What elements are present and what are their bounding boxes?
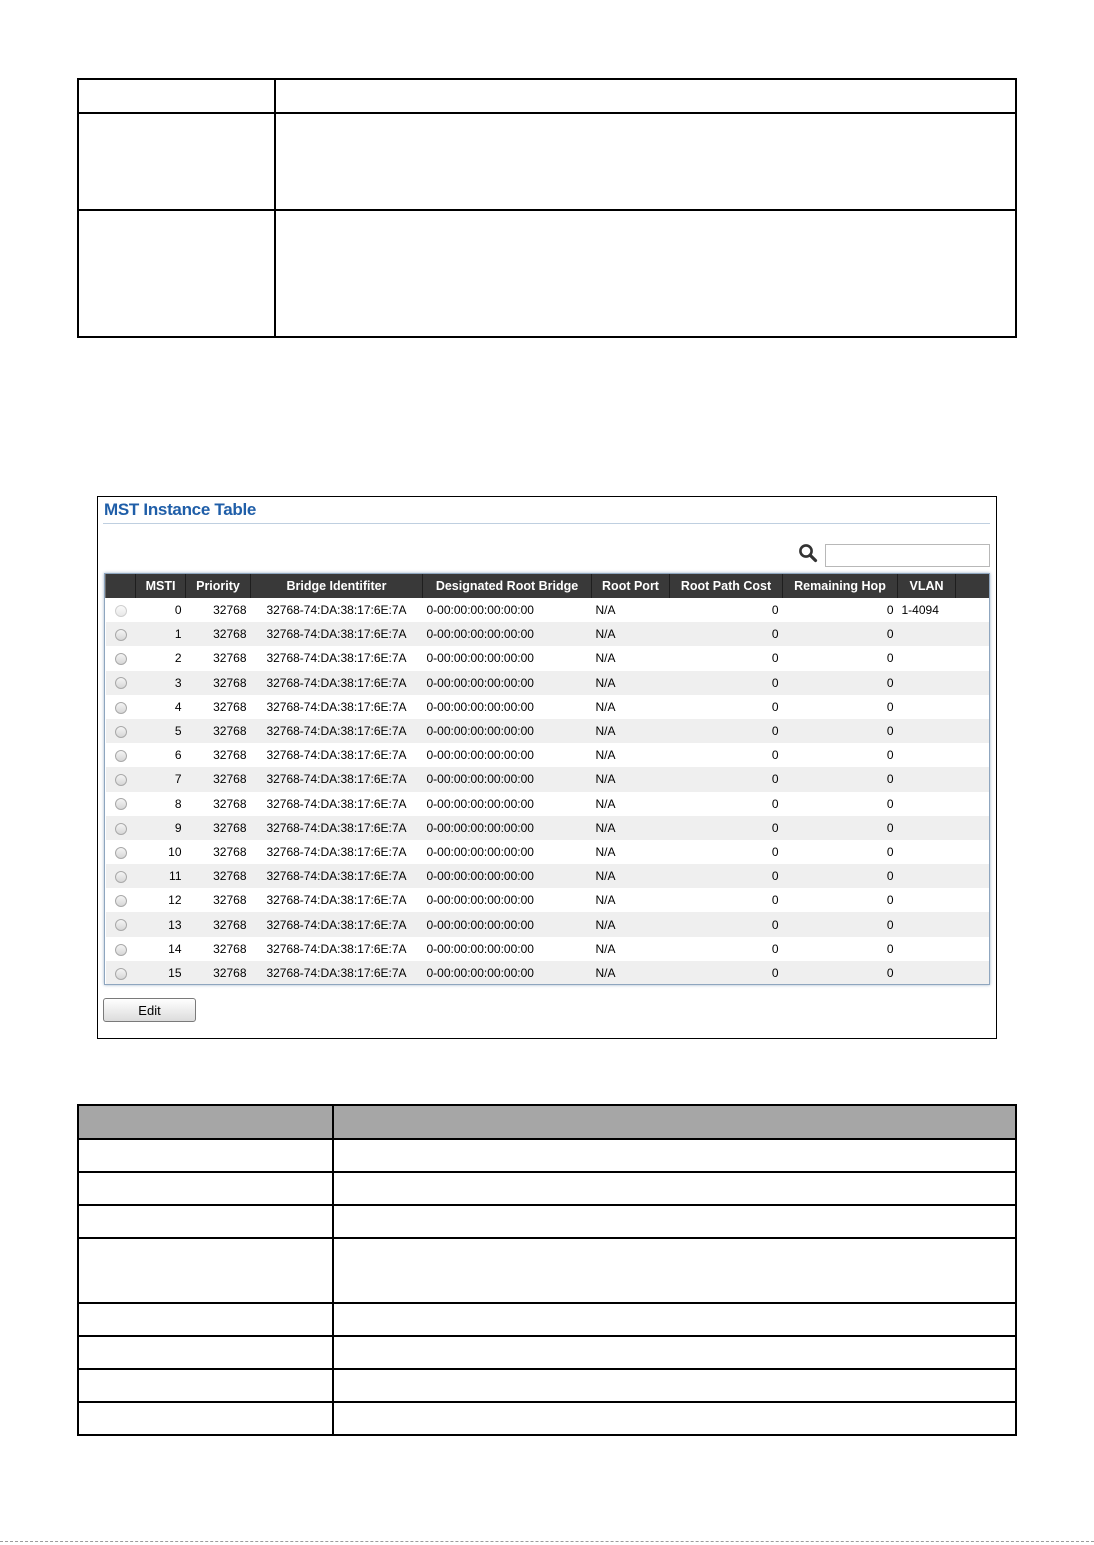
designated-root-bridge-cell: 0-00:00:00:00:00:00 [423, 719, 592, 743]
bridge-identifier-cell: 32768-74:DA:38:17:6E:7A [266, 699, 407, 714]
row-select-cell [106, 767, 136, 791]
bridge-identifier-cell: 32768-74:DA:38:17:6E:7A [251, 671, 423, 695]
msti-cell: 7 [136, 767, 186, 791]
root-port-cell: N/A [595, 603, 616, 618]
remaining-hop-cell: 0 [886, 748, 894, 763]
doc-cell [333, 1139, 1016, 1172]
designated-root-bridge-cell: 0-00:00:00:00:00:00 [426, 748, 534, 763]
row-select-radio[interactable] [115, 702, 127, 714]
edit-button[interactable]: Edit [103, 998, 196, 1022]
designated-root-bridge-cell: 0-00:00:00:00:00:00 [423, 767, 592, 791]
designated-root-bridge-cell: 0-00:00:00:00:00:00 [426, 603, 534, 618]
doc-cell [333, 1172, 1016, 1205]
filler-cell [956, 622, 991, 646]
row-select-radio[interactable] [115, 726, 127, 738]
title-divider [103, 523, 990, 524]
remaining-hop-cell: 0 [886, 603, 894, 618]
doc-table-top [77, 78, 1017, 338]
priority-cell: 32768 [186, 864, 251, 888]
filler-cell [956, 840, 991, 864]
remaining-hop-cell: 0 [783, 622, 898, 646]
row-select-radio[interactable] [115, 871, 127, 883]
row-select-radio[interactable] [115, 677, 127, 689]
msti-cell: 11 [136, 864, 186, 888]
remaining-hop-cell: 0 [783, 719, 898, 743]
doc-cell [333, 1303, 1016, 1336]
bridge-identifier-cell: 32768-74:DA:38:17:6E:7A [251, 767, 423, 791]
filler-cell [956, 743, 991, 767]
bridge-identifier-cell: 32768-74:DA:38:17:6E:7A [266, 941, 407, 956]
root-path-cost-cell: 0 [670, 622, 783, 646]
table-row[interactable] [106, 598, 991, 622]
row-select-cell [106, 816, 136, 840]
filler-cell [956, 816, 991, 840]
remaining-hop-cell: 0 [886, 699, 894, 714]
table-row[interactable] [106, 792, 991, 816]
mst-instance-table [105, 574, 990, 985]
doc-cell [275, 113, 1016, 210]
bridge-identifier-cell: 32768-74:DA:38:17:6E:7A [251, 912, 423, 936]
designated-root-bridge-cell: 0-00:00:00:00:00:00 [423, 816, 592, 840]
msti-cell: 14 [168, 941, 182, 956]
column-header-filler [956, 574, 991, 598]
table-row[interactable] [106, 622, 991, 646]
remaining-hop-cell: 0 [886, 844, 894, 859]
vlan-cell: 1-4094 [901, 603, 939, 618]
root-port-cell: N/A [592, 912, 670, 936]
bridge-identifier-cell: 32768-74:DA:38:17:6E:7A [266, 651, 407, 666]
bridge-identifier-cell: 32768-74:DA:38:17:6E:7A [266, 748, 407, 763]
priority-cell: 32768 [186, 671, 251, 695]
doc-cell [78, 1139, 333, 1172]
root-port-cell: N/A [595, 893, 616, 908]
msti-cell: 9 [136, 816, 186, 840]
designated-root-bridge-cell: 0-00:00:00:00:00:00 [423, 671, 592, 695]
row-select-radio[interactable] [115, 823, 127, 835]
row-select-radio[interactable] [115, 968, 127, 980]
table-row[interactable] [106, 937, 991, 961]
doc-cell [333, 1238, 1016, 1303]
vlan-cell [898, 671, 956, 695]
doc-header-cell [78, 1105, 333, 1139]
column-header-select [106, 574, 136, 598]
vlan-cell [898, 937, 956, 961]
root-path-cost-cell: 0 [771, 651, 779, 666]
priority-cell: 32768 [213, 651, 247, 666]
root-path-cost-cell: 0 [771, 603, 779, 618]
table-row[interactable] [106, 840, 991, 864]
msti-cell: 5 [136, 719, 186, 743]
root-port-cell: N/A [592, 961, 670, 985]
row-select-cell [106, 695, 136, 719]
msti-cell: 6 [174, 748, 182, 763]
row-select-radio[interactable] [115, 750, 127, 762]
filler-cell [956, 671, 991, 695]
page-footer-rule [0, 1541, 1094, 1542]
root-path-cost-cell: 0 [670, 767, 783, 791]
root-path-cost-cell: 0 [771, 844, 779, 859]
root-path-cost-cell: 0 [670, 671, 783, 695]
priority-cell: 32768 [213, 844, 247, 859]
row-select-cell [106, 598, 136, 622]
column-header-remaining-hop[interactable]: Remaining Hop [783, 574, 898, 598]
root-path-cost-cell: 0 [670, 719, 783, 743]
designated-root-bridge-cell: 0-00:00:00:00:00:00 [426, 941, 534, 956]
priority-cell: 32768 [186, 912, 251, 936]
bridge-identifier-cell: 32768-74:DA:38:17:6E:7A [251, 816, 423, 840]
filler-cell [956, 792, 991, 816]
doc-cell [78, 210, 275, 337]
remaining-hop-cell: 0 [783, 816, 898, 840]
row-select-radio[interactable] [115, 629, 127, 641]
designated-root-bridge-cell: 0-00:00:00:00:00:00 [423, 912, 592, 936]
column-header-priority[interactable]: Priority [186, 574, 251, 598]
doc-cell [333, 1369, 1016, 1402]
priority-cell: 32768 [213, 893, 247, 908]
panel-title: MST Instance Table [104, 500, 257, 519]
root-path-cost-cell: 0 [771, 748, 779, 763]
filler-cell [956, 937, 991, 961]
priority-cell: 32768 [186, 816, 251, 840]
row-select-radio[interactable] [115, 944, 127, 956]
filler-cell [956, 598, 991, 622]
bridge-identifier-cell: 32768-74:DA:38:17:6E:7A [251, 719, 423, 743]
priority-cell: 32768 [213, 796, 247, 811]
filler-cell [956, 864, 991, 888]
table-row[interactable] [106, 767, 991, 791]
doc-cell [78, 1172, 333, 1205]
vlan-cell [898, 840, 956, 864]
root-port-cell: N/A [592, 671, 670, 695]
doc-cell [78, 1402, 333, 1435]
filler-cell [956, 695, 991, 719]
table-row[interactable] [106, 888, 991, 912]
vlan-cell [898, 912, 956, 936]
root-port-cell: N/A [592, 719, 670, 743]
row-select-radio [115, 605, 127, 617]
remaining-hop-cell: 0 [783, 864, 898, 888]
table-row[interactable] [106, 912, 991, 936]
msti-cell: 1 [136, 622, 186, 646]
doc-cell [78, 1303, 333, 1336]
bridge-identifier-cell: 32768-74:DA:38:17:6E:7A [251, 864, 423, 888]
priority-cell: 32768 [186, 622, 251, 646]
root-port-cell: N/A [595, 651, 616, 666]
msti-cell: 4 [174, 699, 182, 714]
vlan-cell [898, 646, 956, 670]
root-path-cost-cell: 0 [670, 816, 783, 840]
root-port-cell: N/A [592, 816, 670, 840]
priority-cell: 32768 [213, 748, 247, 763]
table-row[interactable] [106, 671, 991, 695]
designated-root-bridge-cell: 0-00:00:00:00:00:00 [423, 864, 592, 888]
vlan-cell [898, 816, 956, 840]
vlan-cell [898, 695, 956, 719]
vlan-cell [898, 961, 956, 985]
filler-cell [956, 961, 991, 985]
priority-cell: 32768 [186, 767, 251, 791]
designated-root-bridge-cell: 0-00:00:00:00:00:00 [426, 699, 534, 714]
designated-root-bridge-cell: 0-00:00:00:00:00:00 [423, 622, 592, 646]
remaining-hop-cell: 0 [783, 767, 898, 791]
root-path-cost-cell: 0 [771, 796, 779, 811]
doc-cell [333, 1205, 1016, 1238]
msti-cell: 12 [168, 893, 182, 908]
priority-cell: 32768 [213, 699, 247, 714]
row-select-cell [106, 719, 136, 743]
remaining-hop-cell: 0 [783, 961, 898, 985]
vlan-cell [898, 622, 956, 646]
msti-cell: 3 [136, 671, 186, 695]
msti-cell: 10 [168, 844, 182, 859]
root-path-cost-cell: 0 [670, 864, 783, 888]
remaining-hop-cell: 0 [886, 893, 894, 908]
filler-cell [956, 888, 991, 912]
mst-instance-grid [104, 573, 990, 985]
root-path-cost-cell: 0 [670, 912, 783, 936]
vlan-cell [898, 743, 956, 767]
row-select-radio[interactable] [115, 653, 127, 665]
table-row[interactable] [106, 646, 991, 670]
vlan-cell [898, 719, 956, 743]
priority-cell: 32768 [186, 719, 251, 743]
root-port-cell: N/A [595, 699, 616, 714]
remaining-hop-cell: 0 [886, 796, 894, 811]
row-select-radio[interactable] [115, 919, 127, 931]
doc-table-bottom [77, 1104, 1017, 1436]
row-select-cell [106, 961, 136, 985]
priority-cell: 32768 [186, 961, 251, 985]
bridge-identifier-cell: 32768-74:DA:38:17:6E:7A [266, 603, 407, 618]
filler-cell [956, 912, 991, 936]
doc-cell [78, 1205, 333, 1238]
bridge-identifier-cell: 32768-74:DA:38:17:6E:7A [266, 844, 407, 859]
column-header-vlan[interactable]: VLAN [898, 574, 956, 598]
filler-cell [956, 767, 991, 791]
root-port-cell: N/A [595, 844, 616, 859]
doc-cell [78, 79, 275, 113]
designated-root-bridge-cell: 0-00:00:00:00:00:00 [423, 961, 592, 985]
row-select-cell [106, 912, 136, 936]
msti-cell: 0 [174, 603, 182, 618]
search-icon[interactable] [798, 543, 818, 563]
root-port-cell: N/A [592, 864, 670, 888]
table-row[interactable] [106, 816, 991, 840]
vlan-cell [898, 792, 956, 816]
bridge-identifier-cell: 32768-74:DA:38:17:6E:7A [251, 961, 423, 985]
doc-cell [78, 113, 275, 210]
table-row[interactable] [106, 864, 991, 888]
root-port-cell: N/A [592, 767, 670, 791]
designated-root-bridge-cell: 0-00:00:00:00:00:00 [426, 844, 534, 859]
doc-cell [78, 1238, 333, 1303]
column-header-bridge-identifier[interactable]: Bridge Identifiter [251, 574, 423, 598]
priority-cell: 32768 [213, 603, 247, 618]
row-select-radio[interactable] [115, 798, 127, 810]
doc-cell [275, 210, 1016, 337]
priority-cell: 32768 [213, 941, 247, 956]
column-header-designated-root-bridge[interactable]: Designated Root Bridge [423, 574, 592, 598]
search-input[interactable] [825, 544, 990, 567]
doc-cell [275, 79, 1016, 113]
root-port-cell: N/A [595, 941, 616, 956]
row-select-cell [106, 671, 136, 695]
row-select-radio[interactable] [115, 847, 127, 859]
bridge-identifier-cell: 32768-74:DA:38:17:6E:7A [266, 796, 407, 811]
row-select-radio[interactable] [115, 895, 127, 907]
filler-cell [956, 719, 991, 743]
msti-cell: 13 [136, 912, 186, 936]
root-port-cell: N/A [595, 748, 616, 763]
remaining-hop-cell: 0 [783, 671, 898, 695]
mst-instance-panel [97, 496, 997, 1039]
doc-header-cell [333, 1105, 1016, 1139]
doc-cell [78, 1369, 333, 1402]
row-select-cell [106, 622, 136, 646]
table-header-row [106, 574, 991, 598]
doc-cell [333, 1336, 1016, 1369]
root-path-cost-cell: 0 [771, 699, 779, 714]
table-row[interactable] [106, 961, 991, 985]
remaining-hop-cell: 0 [886, 651, 894, 666]
row-select-cell [106, 646, 136, 670]
column-header-root-path-cost[interactable]: Root Path Cost [670, 574, 783, 598]
designated-root-bridge-cell: 0-00:00:00:00:00:00 [426, 651, 534, 666]
row-select-radio[interactable] [115, 774, 127, 786]
designated-root-bridge-cell: 0-00:00:00:00:00:00 [426, 893, 534, 908]
doc-cell [78, 1336, 333, 1369]
bridge-identifier-cell: 32768-74:DA:38:17:6E:7A [251, 622, 423, 646]
vlan-cell [898, 767, 956, 791]
root-path-cost-cell: 0 [771, 893, 779, 908]
column-header-root-port[interactable]: Root Port [592, 574, 670, 598]
remaining-hop-cell: 0 [886, 941, 894, 956]
table-row[interactable] [106, 743, 991, 767]
row-select-cell [106, 743, 136, 767]
designated-root-bridge-cell: 0-00:00:00:00:00:00 [426, 796, 534, 811]
root-path-cost-cell: 0 [771, 941, 779, 956]
doc-cell [333, 1402, 1016, 1435]
row-select-cell [106, 888, 136, 912]
row-select-cell [106, 937, 136, 961]
root-port-cell: N/A [592, 622, 670, 646]
column-header-msti[interactable]: MSTI [136, 574, 186, 598]
table-row[interactable] [106, 695, 991, 719]
bridge-identifier-cell: 32768-74:DA:38:17:6E:7A [266, 893, 407, 908]
root-port-cell: N/A [595, 796, 616, 811]
vlan-cell [898, 864, 956, 888]
row-select-cell [106, 864, 136, 888]
msti-cell: 8 [174, 796, 182, 811]
msti-cell: 15 [136, 961, 186, 985]
root-path-cost-cell: 0 [670, 961, 783, 985]
vlan-cell [898, 888, 956, 912]
filler-cell [956, 646, 991, 670]
row-select-cell [106, 792, 136, 816]
remaining-hop-cell: 0 [783, 912, 898, 936]
row-select-cell [106, 840, 136, 864]
msti-cell: 2 [174, 651, 182, 666]
table-row[interactable] [106, 719, 991, 743]
